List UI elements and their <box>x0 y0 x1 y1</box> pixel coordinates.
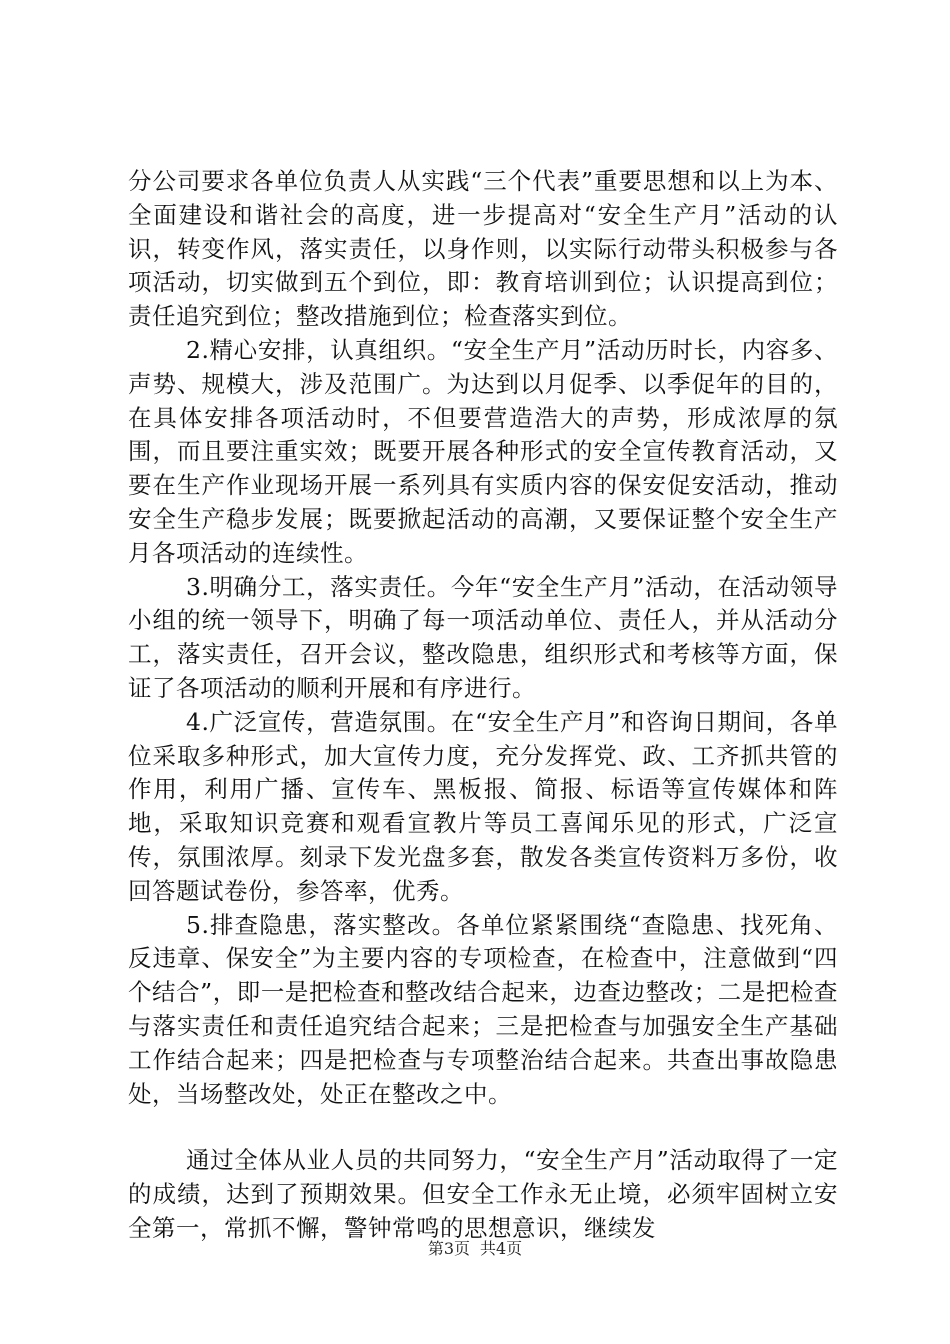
page-number: 第3页 <box>427 1239 470 1258</box>
page-total: 共4页 <box>480 1239 523 1258</box>
page-footer <box>0 1239 950 1259</box>
paragraph-item-3: 3.明确分工，落实责任。今年“安全生产月”活动，在活动领导小组的统一领导下，明确了每一项活动单位、责任人，并从活动分工，落实责任，召开会议，整改隐患，组织形式和考核等方面，保证了各项活动的顺利开展和有序进行。 <box>128 572 838 702</box>
paragraph-summary: 通过全体从业人员的共同努力，“安全生产月”活动取得了一定的成绩，达到了预期效果。但安全工作永无止境，必须牢固树立安全第一，常抓不懈，警钟常鸣的思想意识，继续发 <box>128 1146 838 1242</box>
document-body <box>128 165 838 1246</box>
paragraph-item-2: 2.精心安排，认真组织。“安全生产月”活动历时长，内容多、声势、规模大，涉及范围广。为达到以月促季、以季促年的目的，在具体安排各项活动时，不但要营造浩大的声势，形成浓厚的氛围，而且要注重实效；既要开展各种形式的安全宣传教育活动，又要在生产作业现场开展一系列具有实质内容的保安促安活动，推动安全生产稳步发展；既要掀起活动的高潮，又要保证整个安全生产月各项活动的连续性。 <box>128 335 838 567</box>
paragraph-intro: 分公司要求各单位负责人从实践“三个代表”重要思想和以上为本、全面建设和谐社会的高度，进一步提高对“安全生产月”活动的认识，转变作风，落实责任，以身作则，以实际行动带头积极参与各项活动，切实做到五个到位，即：教育培训到位；认识提高到位；责任追究到位；整改措施到位；检查落实到位。 <box>128 167 838 331</box>
paragraph-item-5: 5.排查隐患，落实整改。各单位紧紧围绕“查隐患、找死角、反违章、保安全”为主要内容的专项检查，在检查中，注意做到“四个结合”，即一是把检查和整改结合起来，边查边整改；二是把检查与落实责任和责任追究结合起来；三是把检查与加强安全生产基础工作结合起来；四是把检查与专项整治结合起来。共查出事故隐患处，当场整改处，处正在整改之中。 <box>128 910 838 1108</box>
paragraph-item-4: 4.广泛宣传，营造氛围。在“安全生产月”和咨询日期间，各单位采取多种形式，加大宣传力度，充分发挥党、政、工齐抓共管的作用，利用广播、宣传车、黑板报、简报、标语等宣传媒体和阵地，采取知识竞赛和观看宣教片等员工喜闻乐见的形式，广泛宣传，氛围浓厚。刻录下发光盘多套，散发各类宣传资料万多份，收回答题试卷份，参答率，优秀。 <box>128 707 838 905</box>
